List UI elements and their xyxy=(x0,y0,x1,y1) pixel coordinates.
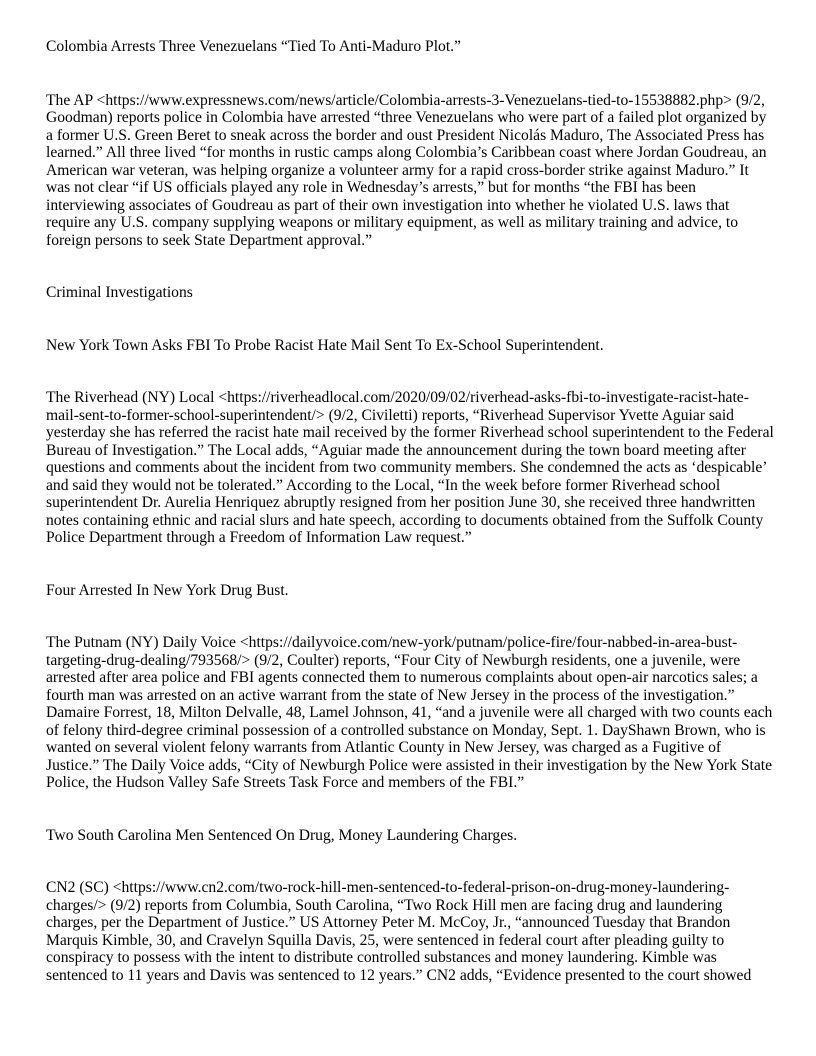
section-title: Criminal Investigations xyxy=(46,284,193,301)
spacer xyxy=(46,792,776,827)
spacer xyxy=(46,599,776,634)
article-body: CN2 (SC) <https://www.cn2.com/two-rock-hill-men-sentenced-to-federal-prison-on-drug-money-laundering-charges/> (9/2) reports from Columbia, South Carolina, “Two Rock Hill men are facing drug and laundering charges, per the Department of Justice.” US Attorney Peter M. McCoy, Jr., “announced Tuesday that Brandon Marquis Kimble, 30, and Cravelyn Squilla Davis, 25, were sentenced in federal court after pleading guilty to conspiracy to possess with the intent to distribute controlled substances and money laundering. Kimble was sentenced to 11 years and Davis was sentenced to 12 years.” CN2 adds, “Evidence presented to the court showed xyxy=(46,879,752,984)
article-body: The Riverhead (NY) Local <https://riverheadlocal.com/2020/09/02/riverhead-asks-fbi-to-investigate-racist-hate-mail-sent-to-former-school-superintendent/> (9/2, Civiletti) reports, “Riverhead Supervisor Yvette Aguiar said yesterday she has referred the racist hate mail received by the former Riverhead school superintendent to the Federal Bureau of Investigation.” The Local adds, “Aguiar made the announcement during the town board meeting after questions and comments about the incident from two community members. She condemned the acts as ‘despicable’ and said they would not be tolerated.” According to the Local, “In the week before former Riverhead school superintendent Dr. Aurelia Henriquez abruptly resigned from her position June 30, she received three handwritten notes containing ethnic and racial slurs and hate speech, according to documents obtained from the Suffolk County Police Department through a Freedom of Information Law request.” xyxy=(46,389,774,546)
spacer xyxy=(46,56,776,92)
article-body: The AP <https://www.expressnews.com/news/article/Colombia-arrests-3-Venezuelans-tied-to-15538882.php> (9/2, Goodman) reports police in Colombia have arrested “three Venezuelans who were part of a failed plot organized by a former U.S. Green Beret to sneak across the border and oust President Nicolás Maduro, The Associated Press has learned.” All three lived “for months in rustic camps along Colombia’s Caribbean coast where Jordan Goudreau, an American war veteran, was helping organize a volunteer army for a rapid cross-border strike against Maduro.” It was not clear “if US officials played any role in Wednesday’s arrests,” but for months “the FBI has been interviewing associates of Goudreau as part of their own investigation into whether he violated U.S. laws that require any U.S. company supplying weapons or military equipment, as well as military training and advice, to foreign persons to seek State Department approval.” xyxy=(46,91,767,249)
article-body: The Putnam (NY) Daily Voice <https://dailyvoice.com/new-york/putnam/police-fire/four-nabbed-in-area-bust-targeting-drug-dealing/793568/> (9/2, Coulter) reports, “Four City of Newburgh residents, one a juvenile, were arrested after area police and FBI agents connected them to numerous complaints about open-air narcotics sales; a fourth man was arrested on an active warrant from the state of New Jersey in the process of the investigation.” Damaire Forrest, 18, Milton Delvalle, 48, Lamel Johnson, 41, “and a juvenile were all charged with two counts each of felony third-degree criminal possession of a controlled substance on Monday, Sept. 1. DayShawn Brown, who is wanted on several violent felony warrants from Atlantic County in New Jersey, was charged as a Fugitive of Justice.” The Daily Voice adds, “City of Newburgh Police were assisted in their investigation by the New York State Police, the Hudson Valley Safe Streets Task Force and members of the FBI.” xyxy=(46,634,773,791)
spacer xyxy=(46,302,776,337)
article-headline: Two South Carolina Men Sentenced On Drug, Money Laundering Charges. xyxy=(46,826,518,844)
article-headline: New York Town Asks FBI To Probe Racist Hate Mail Sent To Ex-School Superintendent. xyxy=(46,336,604,354)
article-headline: Colombia Arrests Three Venezuelans “Tied To Anti-Maduro Plot.” xyxy=(46,38,461,55)
spacer xyxy=(46,844,776,879)
spacer xyxy=(46,354,776,389)
document-page xyxy=(46,38,776,984)
spacer xyxy=(46,249,776,284)
article-headline: Four Arrested In New York Drug Bust. xyxy=(46,581,289,599)
spacer xyxy=(46,547,776,582)
